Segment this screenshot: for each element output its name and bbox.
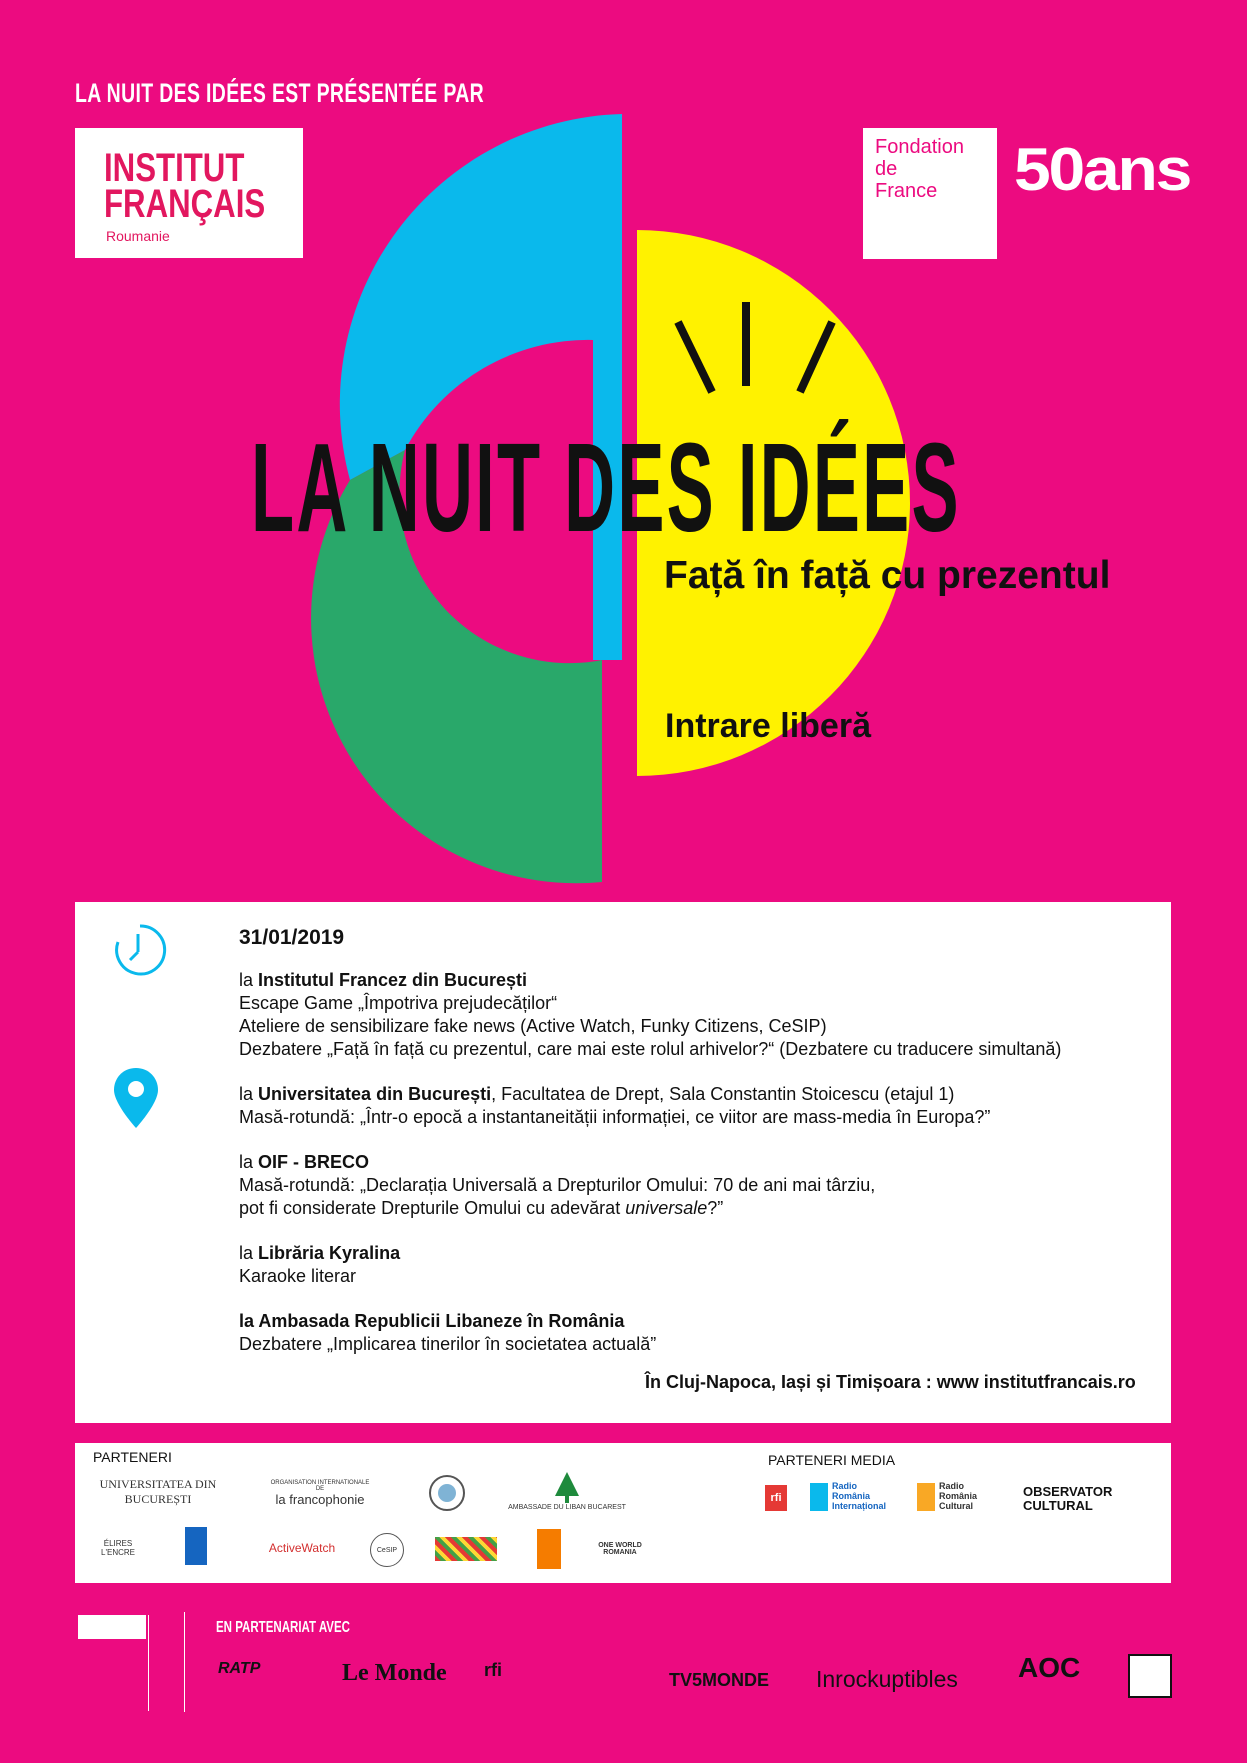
observator-cultural-logo: OBSERVATOR CULTURAL: [1023, 1484, 1113, 1513]
program-item: Dezbatere „Implicarea tinerilor în societatea actuală”: [239, 1334, 657, 1354]
program-item: pot fi considerate Drepturile Omului cu adevărat universale?”: [239, 1198, 724, 1218]
one-world-romania-logo: ONE WORLD ROMANIA: [598, 1542, 642, 1556]
fdf-line2: de: [875, 158, 898, 180]
program-item: Masă-rotundă: „Într-o epocă a instantaneității informației, ce viitor are mass-media în Europa?”: [239, 1107, 991, 1127]
lecture-logo: [1128, 1654, 1172, 1698]
divider: [184, 1612, 185, 1712]
free-entry-text: Intrare liberă: [665, 707, 871, 745]
rfi-footer-logo: rfi: [484, 1660, 502, 1680]
activewatch-logo: ActiveWatch: [268, 1541, 336, 1555]
program-panel: [75, 902, 1171, 1423]
radio-romania-international-logo: Radio România Internațional: [810, 1481, 892, 1513]
media-partners-title: PARTENERI MEDIA: [768, 1452, 896, 1468]
lebanon-embassy-logo: AMBASSADE DU LIBAN BUCAREST: [507, 1461, 627, 1519]
program-item: Masă-rotundă: „Declarația Universală a Drepturilor Omului: 70 de ani mai târziu,: [239, 1175, 876, 1195]
partners-title: PARTENERI: [93, 1449, 172, 1465]
rrc-mark-icon: [917, 1483, 935, 1511]
venue-line: la OIF - BRECO: [239, 1152, 370, 1172]
partner-seal-icon: [427, 1473, 467, 1513]
location-pin-icon: [112, 1066, 160, 1130]
fondation-de-france-logo: [863, 128, 997, 259]
venue-line: la Institutul Francez din București: [239, 970, 528, 990]
rfi-media-logo: rfi: [765, 1485, 787, 1511]
funky-citizens-logo: [435, 1537, 497, 1561]
program-item: Dezbatere „Față în față cu prezentul, care mai este rolul arhivelor?“ (Dezbatere cu traducere simultană): [239, 1039, 1062, 1059]
silence-logo: [185, 1527, 207, 1565]
partner-logo: [537, 1529, 561, 1569]
event-subtitle: Față în față cu prezentul: [664, 554, 1111, 597]
radio-romania-cultural-logo: Radio România Cultural: [917, 1481, 987, 1513]
other-cities-text: În Cluj-Napoca, Iași și Timișoara : www institutfrancais.ro: [645, 1372, 1136, 1392]
program-item: Karaoke literar: [239, 1266, 357, 1286]
unibuc-logo: UNIVERSITATEA DIN BUCUREȘTI: [99, 1477, 217, 1506]
elires-logo: ÉLIRES L'ENCRE: [101, 1539, 135, 1557]
institut-francais-logo: [75, 128, 303, 258]
inrockuptibles-logo: Inrockuptibles: [816, 1666, 958, 1692]
venue-line: la Librăria Kyralina: [239, 1243, 401, 1263]
event-title: LA NUIT DES IDÉES: [251, 417, 961, 558]
cesip-logo: CeSIP: [370, 1533, 404, 1567]
le-monde-logo: Le Monde: [342, 1660, 447, 1686]
partners-panel: [75, 1443, 1171, 1583]
tv5monde-logo: TV5MONDE: [669, 1670, 770, 1690]
venue-line: la Universitatea din București, Facultatea de Drept, Sala Constantin Stoicescu (etajul 1): [239, 1084, 955, 1104]
clock-icon: [112, 922, 168, 978]
aoc-logo: AOC: [1018, 1652, 1081, 1683]
fdf-line1: Fondation: [875, 136, 964, 158]
event-date: 31/01/2019: [239, 926, 345, 949]
if-logo-line2: FRANÇAIS: [104, 182, 266, 226]
if-logo-line1: INSTITUT: [104, 146, 245, 190]
rri-mark-icon: [810, 1483, 828, 1511]
ministry-logo: [78, 1615, 149, 1711]
program-item: Escape Game „Împotriva prejudecăților“: [239, 993, 558, 1013]
fdf-50-years-logo: 50ans: [1014, 136, 1191, 203]
presented-by-text: LA NUIT DES IDÉES EST PRÉSENTÉE PAR: [75, 78, 485, 108]
partnership-title: EN PARTENARIAT AVEC: [216, 1619, 350, 1636]
cedar-icon: [552, 1470, 582, 1504]
francophonie-logo: ORGANISATION INTERNATIONALE DE la francophonie: [270, 1479, 370, 1507]
program-item: Ateliere de sensibilizare fake news (Active Watch, Funky Citizens, CeSIP): [239, 1016, 827, 1036]
if-logo-line3: Roumanie: [106, 228, 170, 244]
fdf-line3: France: [875, 180, 938, 202]
ratp-logo: RATP: [218, 1660, 261, 1677]
venue-line: la Ambasada Republicii Libaneze în România: [239, 1311, 625, 1331]
